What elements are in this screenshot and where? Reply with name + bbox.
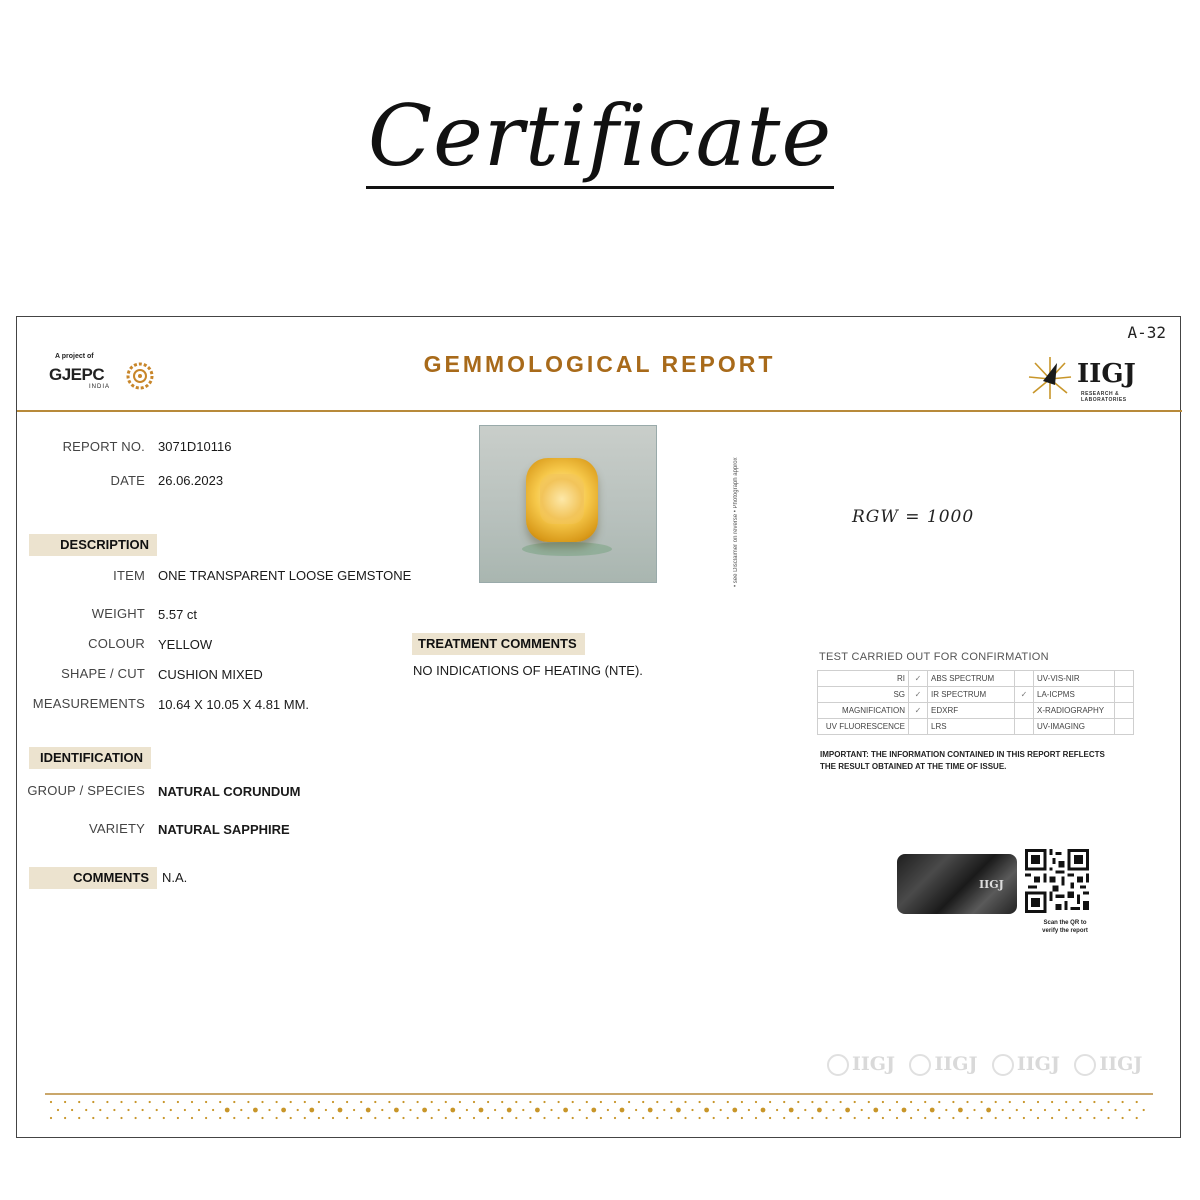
- watermark: IIGJ: [827, 1053, 895, 1076]
- test-check: [1115, 671, 1134, 687]
- watermark: IIGJ: [909, 1053, 977, 1076]
- test-name: SG: [818, 687, 909, 703]
- test-name: LRS: [928, 719, 1015, 735]
- handwritten-code: A-32: [1127, 323, 1166, 342]
- report-title: GEMMOLOGICAL REPORT: [423, 351, 776, 377]
- test-check: [1015, 719, 1034, 735]
- test-name: UV-VIS-NIR: [1034, 671, 1115, 687]
- comments-heading: COMMENTS: [29, 867, 157, 889]
- test-name: X-RADIOGRAPHY: [1034, 703, 1115, 719]
- test-name: MAGNIFICATION: [818, 703, 909, 719]
- test-check: [1015, 703, 1034, 719]
- watermark: IIGJ: [1074, 1053, 1142, 1076]
- test-name: IR SPECTRUM: [928, 687, 1015, 703]
- description-heading: DESCRIPTION: [29, 534, 157, 556]
- test-check: [1115, 687, 1134, 703]
- important-text: THE INFORMATION CONTAINED IN THIS REPORT REFLECTS THE RESULT OBTAINED AT THE TIME OF ISSUE.: [820, 750, 1105, 771]
- qr-code-icon[interactable]: [1025, 849, 1089, 913]
- important-label: IMPORTANT:: [820, 750, 869, 759]
- shape-value: CUSHION MIXED: [158, 667, 263, 682]
- group-species-value: NATURAL CORUNDUM: [158, 784, 301, 799]
- group-species-label: GROUP / SPECIES: [27, 783, 145, 798]
- important-notice: [820, 749, 1110, 773]
- photo-disclaimer: • see Disclaimer on reverse • Photograph approx: [733, 457, 739, 587]
- test-name: ABS SPECTRUM: [928, 671, 1015, 687]
- date-value: 26.06.2023: [158, 473, 224, 488]
- report-no-label: REPORT NO.: [62, 439, 145, 454]
- treatment-comments-heading: TREATMENT COMMENTS: [412, 633, 585, 655]
- test-check: ✓: [909, 687, 928, 703]
- test-name: RI: [818, 671, 909, 687]
- colour-label: COLOUR: [88, 636, 145, 651]
- tests-row: [818, 687, 1134, 703]
- test-check: [1115, 703, 1134, 719]
- test-check: [1015, 671, 1034, 687]
- gemstone-image: [526, 458, 598, 542]
- watermark-row: [827, 1053, 1152, 1076]
- test-name: UV FLUORESCENCE: [818, 719, 909, 735]
- gemmological-certificate: [16, 316, 1181, 1138]
- tests-title: TEST CARRIED OUT FOR CONFIRMATION: [819, 651, 1049, 663]
- measurements-label: MEASUREMENTS: [32, 696, 145, 711]
- variety-value: NATURAL SAPPHIRE: [158, 822, 290, 837]
- test-check: [1115, 719, 1134, 735]
- gemstone-photo: [479, 425, 657, 583]
- date-label: DATE: [110, 473, 145, 488]
- gemstone-shadow: [522, 542, 612, 556]
- decorative-border-band: [45, 1093, 1153, 1123]
- gjepc-name: GJEPC: [49, 365, 105, 384]
- gjepc-tagline: A project of: [55, 353, 94, 360]
- weight-label: WEIGHT: [91, 606, 145, 621]
- test-check: ✓: [1015, 687, 1034, 703]
- item-value: ONE TRANSPARENT LOOSE GEMSTONE: [158, 568, 412, 583]
- comments-value: N.A.: [162, 870, 188, 885]
- tests-table: [817, 670, 1134, 735]
- iigj-name: IIGJ: [1077, 359, 1136, 389]
- hologram-seal: [897, 854, 1017, 914]
- watermark: IIGJ: [992, 1053, 1060, 1076]
- identification-heading: IDENTIFICATION: [29, 747, 151, 769]
- shape-label: SHAPE / CUT: [61, 666, 145, 681]
- test-name: LA-ICPMS: [1034, 687, 1115, 703]
- test-check: ✓: [909, 671, 928, 687]
- iigj-subtitle: RESEARCH & LABORATORIES: [1081, 391, 1127, 403]
- hologram-label: IIGJ: [979, 878, 1004, 891]
- test-check: ✓: [909, 703, 928, 719]
- variety-label: VARIETY: [88, 821, 145, 836]
- item-label: ITEM: [113, 568, 145, 583]
- iigj-starburst-icon: [1025, 351, 1075, 401]
- tests-row: [818, 671, 1134, 687]
- gjepc-country: INDIA: [89, 384, 111, 390]
- test-check: [909, 719, 928, 735]
- colour-value: YELLOW: [158, 637, 213, 652]
- test-name: EDXRF: [928, 703, 1015, 719]
- handwritten-note: RGW = 1000: [852, 507, 975, 527]
- weight-value: 5.57 ct: [158, 607, 198, 622]
- header-divider: [17, 410, 1182, 412]
- treatment-comments-value: NO INDICATIONS OF HEATING (NTE).: [413, 663, 643, 678]
- page-title: [0, 88, 1200, 189]
- qr-caption: Scan the QR to verify the report: [1042, 920, 1088, 934]
- page-title-text: Certificate: [366, 88, 834, 189]
- measurements-value: 10.64 X 10.05 X 4.81 MM.: [158, 697, 310, 712]
- tests-row: [818, 703, 1134, 719]
- report-no-value: 3071D10116: [158, 439, 232, 454]
- test-name: UV-IMAGING: [1034, 719, 1115, 735]
- tests-row: [818, 719, 1134, 735]
- iigj-logo: [1025, 351, 1155, 405]
